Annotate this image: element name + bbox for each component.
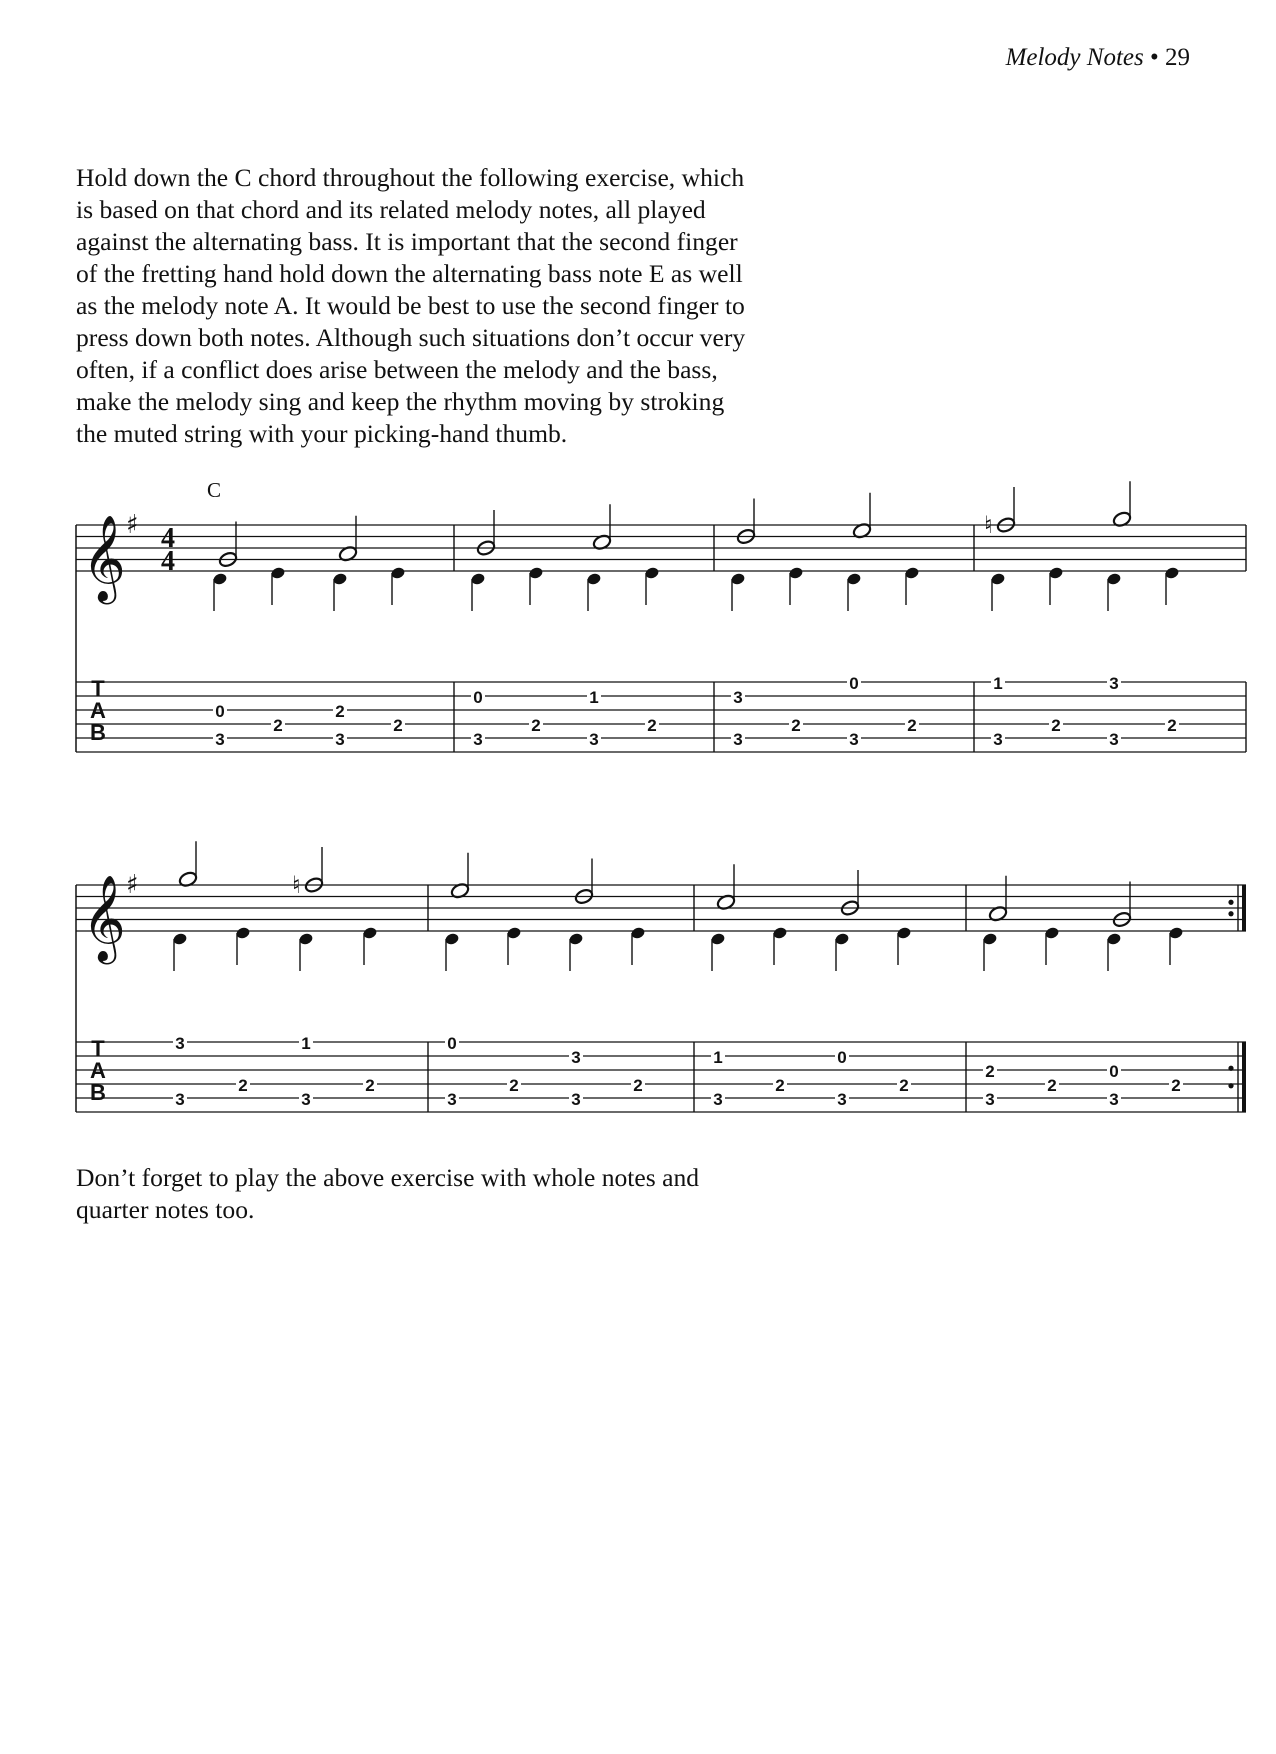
- music-system-2: [0, 830, 1276, 1130]
- key-signature-sharp: ♯: [126, 870, 139, 900]
- tab-fret-number: 2: [899, 1076, 909, 1095]
- page-number: 29: [1165, 44, 1190, 71]
- intro-paragraph: [76, 162, 916, 450]
- key-signature-sharp: ♯: [126, 510, 139, 540]
- tab-fret-number: 3: [571, 1048, 581, 1067]
- tab-fret-number: 2: [238, 1076, 248, 1095]
- music-system-1: [0, 470, 1276, 770]
- text-line: often, if a conflict does arise between the melody and the bass,: [76, 355, 718, 384]
- tab-fret-number: 0: [473, 688, 483, 707]
- tab-fret-number: 2: [647, 716, 657, 735]
- tab-fret-number: 2: [775, 1076, 785, 1095]
- text-line: the muted string with your picking-hand thumb.: [76, 419, 568, 448]
- tab-fret-number: 3: [993, 730, 1003, 749]
- text-line: quarter notes too.: [76, 1195, 255, 1224]
- text-line: as the melody note A. It would be best to use the second finger to: [76, 291, 745, 320]
- tab-fret-number: 3: [301, 1090, 311, 1109]
- text-line: Hold down the C chord throughout the following exercise, which: [76, 163, 745, 192]
- tab-fret-number: 3: [215, 730, 225, 749]
- tab-fret-number: 2: [393, 716, 403, 735]
- tab-fret-number: 3: [335, 730, 345, 749]
- natural-accidental: ♮: [292, 871, 301, 899]
- tab-fret-number: 3: [849, 730, 859, 749]
- outro-paragraph: [76, 1162, 916, 1226]
- text-line: press down both notes. Although such situations don’t occur very: [76, 323, 746, 352]
- tab-fret-number: 3: [733, 688, 743, 707]
- tab-fret-number: 2: [1167, 716, 1177, 735]
- tab-fret-number: 0: [849, 674, 859, 693]
- tab-fret-number: 2: [365, 1076, 375, 1095]
- tab-fret-number: 0: [447, 1034, 457, 1053]
- text-line: is based on that chord and its related melody notes, all played: [76, 195, 706, 224]
- tab-fret-number: 2: [1047, 1076, 1057, 1095]
- tab-fret-number: 3: [175, 1090, 185, 1109]
- tab-fret-number: 3: [713, 1090, 723, 1109]
- tab-fret-number: 1: [993, 674, 1003, 693]
- treble-clef: 𝄞: [82, 515, 126, 601]
- tab-fret-number: 2: [1171, 1076, 1181, 1095]
- tab-fret-number: 3: [1109, 730, 1119, 749]
- text-line: Don’t forget to play the above exercise with whole notes and: [76, 1163, 700, 1192]
- header-separator: •: [1149, 44, 1159, 71]
- tab-fret-number: 3: [571, 1090, 581, 1109]
- tab-fret-number: 3: [589, 730, 599, 749]
- tab-fret-number: 3: [837, 1090, 847, 1109]
- tab-fret-number: 1: [301, 1034, 311, 1053]
- chapter-title: Melody Notes: [1005, 44, 1144, 71]
- repeat-dot: [1228, 911, 1233, 916]
- tab-fret-number: 2: [1051, 716, 1061, 735]
- tab-fret-number: 3: [473, 730, 483, 749]
- tab-fret-number: 2: [907, 716, 917, 735]
- final-thick-bar: [1242, 1042, 1246, 1112]
- time-signature-bottom: 4: [161, 546, 175, 577]
- tab-fret-number: 0: [1109, 1062, 1119, 1081]
- repeat-dot: [1228, 1066, 1233, 1071]
- tab-letter: T: [91, 1036, 105, 1061]
- final-thick-bar: [1242, 885, 1246, 931]
- tab-letter: B: [90, 1080, 106, 1105]
- tab-letter: A: [90, 1058, 106, 1083]
- tab-fret-number: 2: [791, 716, 801, 735]
- tab-fret-number: 3: [1109, 1090, 1119, 1109]
- tab-fret-number: 2: [509, 1076, 519, 1095]
- tab-fret-number: 0: [215, 702, 225, 721]
- tab-fret-number: 0: [837, 1048, 847, 1067]
- tab-fret-number: 3: [1109, 674, 1119, 693]
- tab-fret-number: 2: [985, 1062, 995, 1081]
- tab-letter: B: [90, 720, 106, 745]
- text-line: of the fretting hand hold down the alternating bass note E as well: [76, 259, 743, 288]
- running-header: [1006, 44, 1190, 72]
- tab-fret-number: 1: [589, 688, 599, 707]
- tab-fret-number: 2: [335, 702, 345, 721]
- repeat-dot: [1228, 1083, 1233, 1088]
- treble-clef: 𝄞: [82, 875, 126, 961]
- tab-fret-number: 2: [531, 716, 541, 735]
- tab-letter: T: [91, 676, 105, 701]
- text-line: against the alternating bass. It is important that the second finger: [76, 227, 738, 256]
- chord-symbol: C: [207, 478, 222, 502]
- tab-fret-number: 3: [447, 1090, 457, 1109]
- text-line: make the melody sing and keep the rhythm moving by stroking: [76, 387, 725, 416]
- tab-fret-number: 1: [713, 1048, 723, 1067]
- tab-letter: A: [90, 698, 106, 723]
- tab-fret-number: 3: [985, 1090, 995, 1109]
- time-signature-top: 4: [161, 523, 175, 554]
- tab-fret-number: 2: [273, 716, 283, 735]
- tab-fret-number: 3: [175, 1034, 185, 1053]
- repeat-dot: [1228, 900, 1233, 905]
- natural-accidental: ♮: [984, 511, 993, 539]
- tab-fret-number: 2: [633, 1076, 643, 1095]
- tab-fret-number: 3: [733, 730, 743, 749]
